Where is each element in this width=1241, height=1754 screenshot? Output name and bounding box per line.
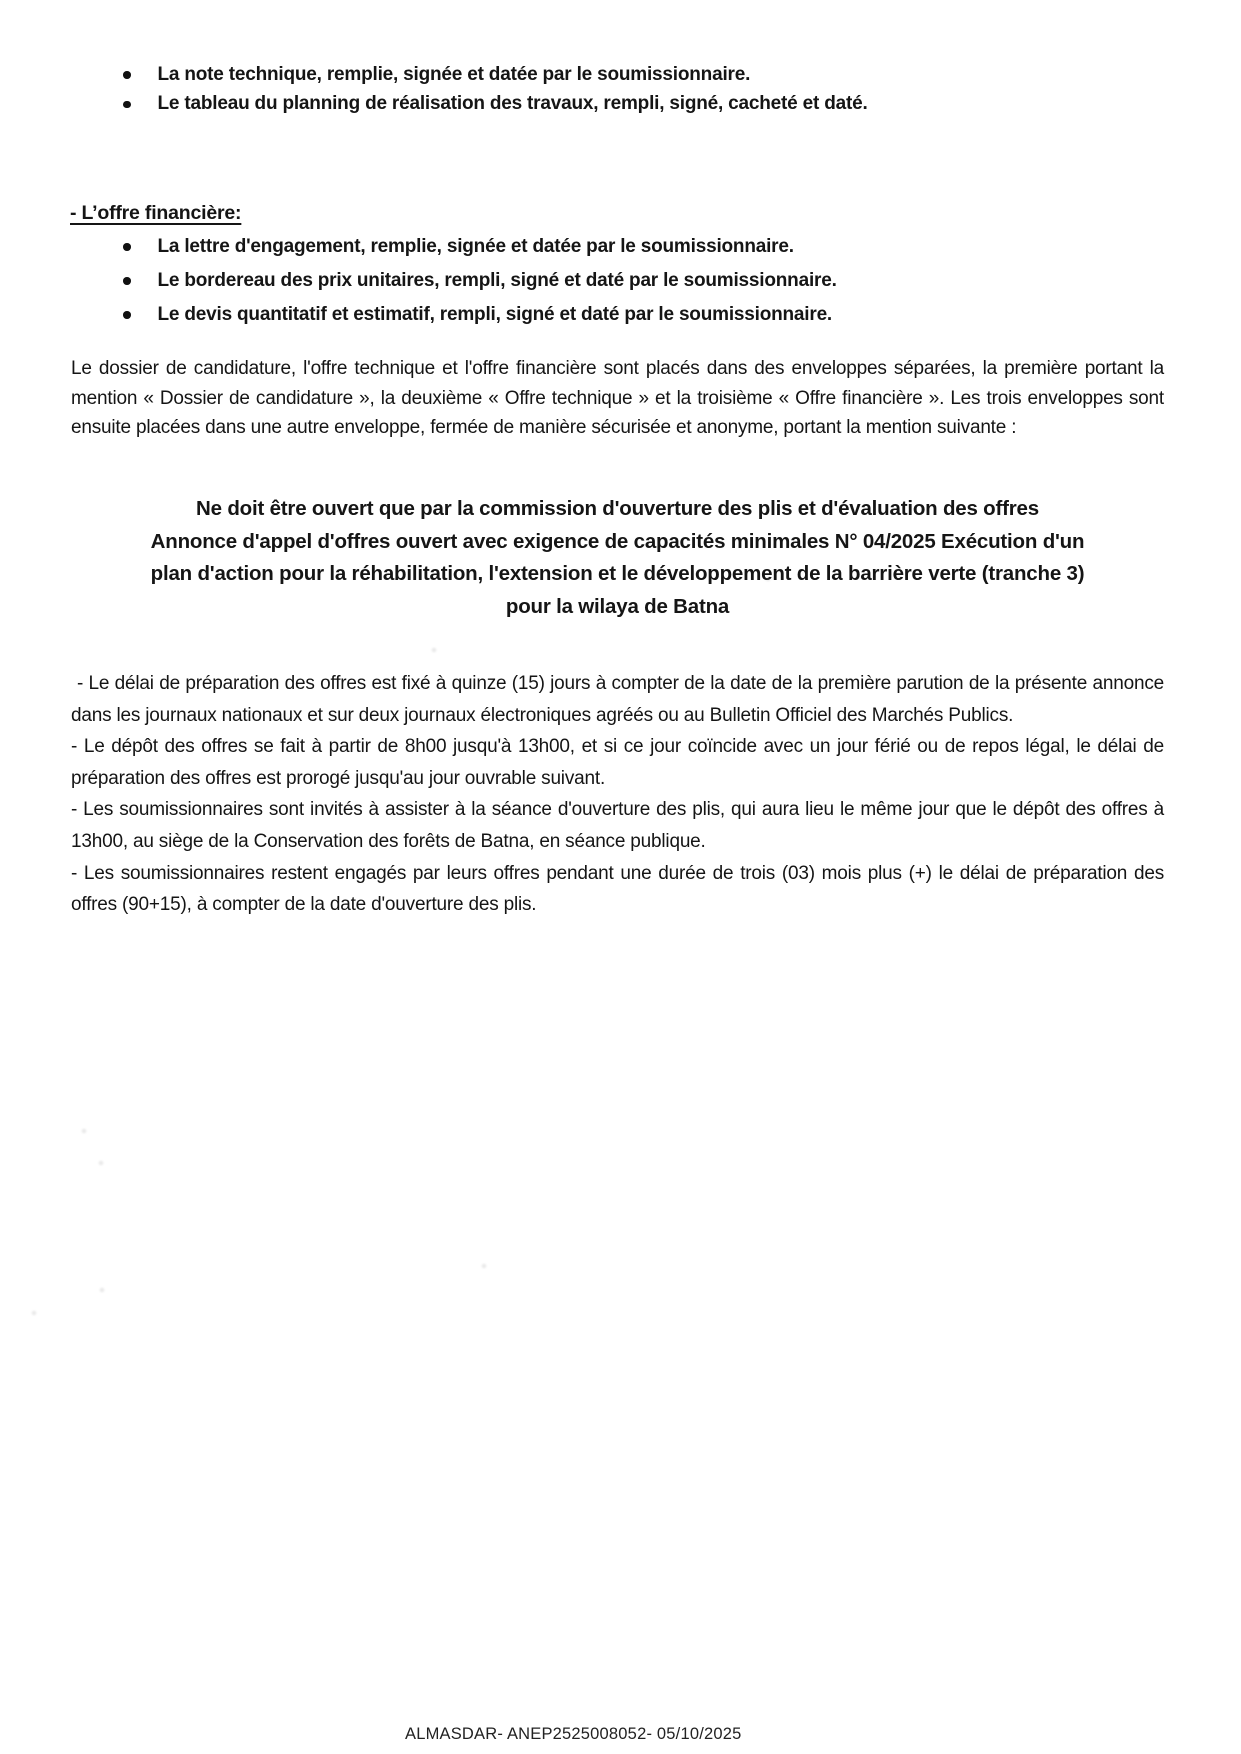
bullet-icon	[123, 101, 131, 109]
list-item	[120, 90, 868, 120]
notice-line: Annonce d'appel d'offres ouvert avec exigence de capacités minimales N° 04/2025 Exécution d'un	[150, 529, 1085, 553]
bullet-icon	[123, 243, 131, 251]
scan-speck	[766, 577, 770, 581]
list-item	[120, 298, 837, 332]
list-item-text: Le tableau du planning de réalisation des travaux, rempli, signé, cacheté et daté.	[157, 93, 868, 115]
list-item-text: La lettre d'engagement, remplie, signée et datée par le soumissionnaire.	[157, 236, 794, 257]
notice-line: pour la wilaya de Batna	[505, 594, 730, 618]
bullet-icon	[123, 71, 131, 79]
envelope-mention-notice	[71, 493, 1164, 623]
list-item-text: Le bordereau des prix unitaires, rempli, signé et daté par le soumissionnaire.	[157, 270, 837, 291]
financial-documents-list	[120, 230, 837, 332]
list-item	[120, 60, 868, 90]
scan-speck	[32, 1311, 36, 1315]
preparation-delay-paragraph: - Le délai de préparation des offres est fixé à quinze (15) jours à compter de la date de la première parution de la présente annonce dans les journaux nationaux et sur deux journaux électroniques agréés ou au Bulletin Officiel des Marchés Publics.	[71, 673, 1164, 726]
list-item-text: Le devis quantitatif et estimatif, rempli, signé et daté par le soumissionnaire.	[157, 304, 833, 325]
offer-conditions-section	[71, 668, 1164, 921]
footer-reference: ALMASDAR- ANEP2525008052- 05/10/2025	[405, 1725, 742, 1743]
scan-speck	[482, 1264, 486, 1268]
scan-speck	[99, 1161, 103, 1165]
opening-session-paragraph: - Les soumissionnaires sont invités à assister à la séance d'ouverture des plis, qui aura lieu le même jour que le dépôt des offres à 13h00, au siège de la Conservation des forêts de Batna, en séance publique.	[71, 799, 1164, 852]
envelope-instructions-paragraph: Le dossier de candidature, l'offre technique et l'offre financière sont placés dans des enveloppes séparées, la première portant la mention « Dossier de candidature », la deuxième « Offre technique » et la troisième « Offre financière ». Les trois enveloppes sont ensuite placées dans une autre enveloppe, fermée de manière sécurisée et anonyme, portant la mention suivante :	[71, 358, 1164, 438]
bullet-icon	[123, 277, 131, 285]
list-item-text: La note technique, remplie, signée et datée par le soumissionnaire.	[157, 63, 751, 85]
scan-speck	[82, 1129, 86, 1133]
notice-line: Ne doit être ouvert que par la commission d'ouverture des plis et d'évaluation des offres	[196, 497, 1039, 520]
deposit-hours-paragraph: - Le dépôt des offres se fait à partir de 8h00 jusqu'à 13h00, et si ce jour coïncide avec un jour férié ou de repos légal, le délai de préparation des offres est prorogé jusqu'au jour ouvrable suivant.	[71, 736, 1164, 789]
notice-line: plan d'action pour la réhabilitation, l'extension et le développement de la barrière verte (tranche 3)	[150, 562, 1085, 585]
list-item	[120, 230, 837, 264]
financial-offer-heading: - L’offre financière:	[70, 202, 242, 224]
offer-validity-paragraph: - Les soumissionnaires restent engagés par leurs offres pendant une durée de trois (03) mois plus (+) le délai de préparation des offres (90+15), à compter de la date d'ouverture des plis.	[71, 862, 1164, 916]
scan-speck	[432, 648, 436, 652]
bullet-icon	[123, 311, 131, 319]
technical-documents-list	[120, 60, 868, 119]
scan-speck	[100, 1288, 104, 1292]
list-item	[120, 264, 837, 298]
